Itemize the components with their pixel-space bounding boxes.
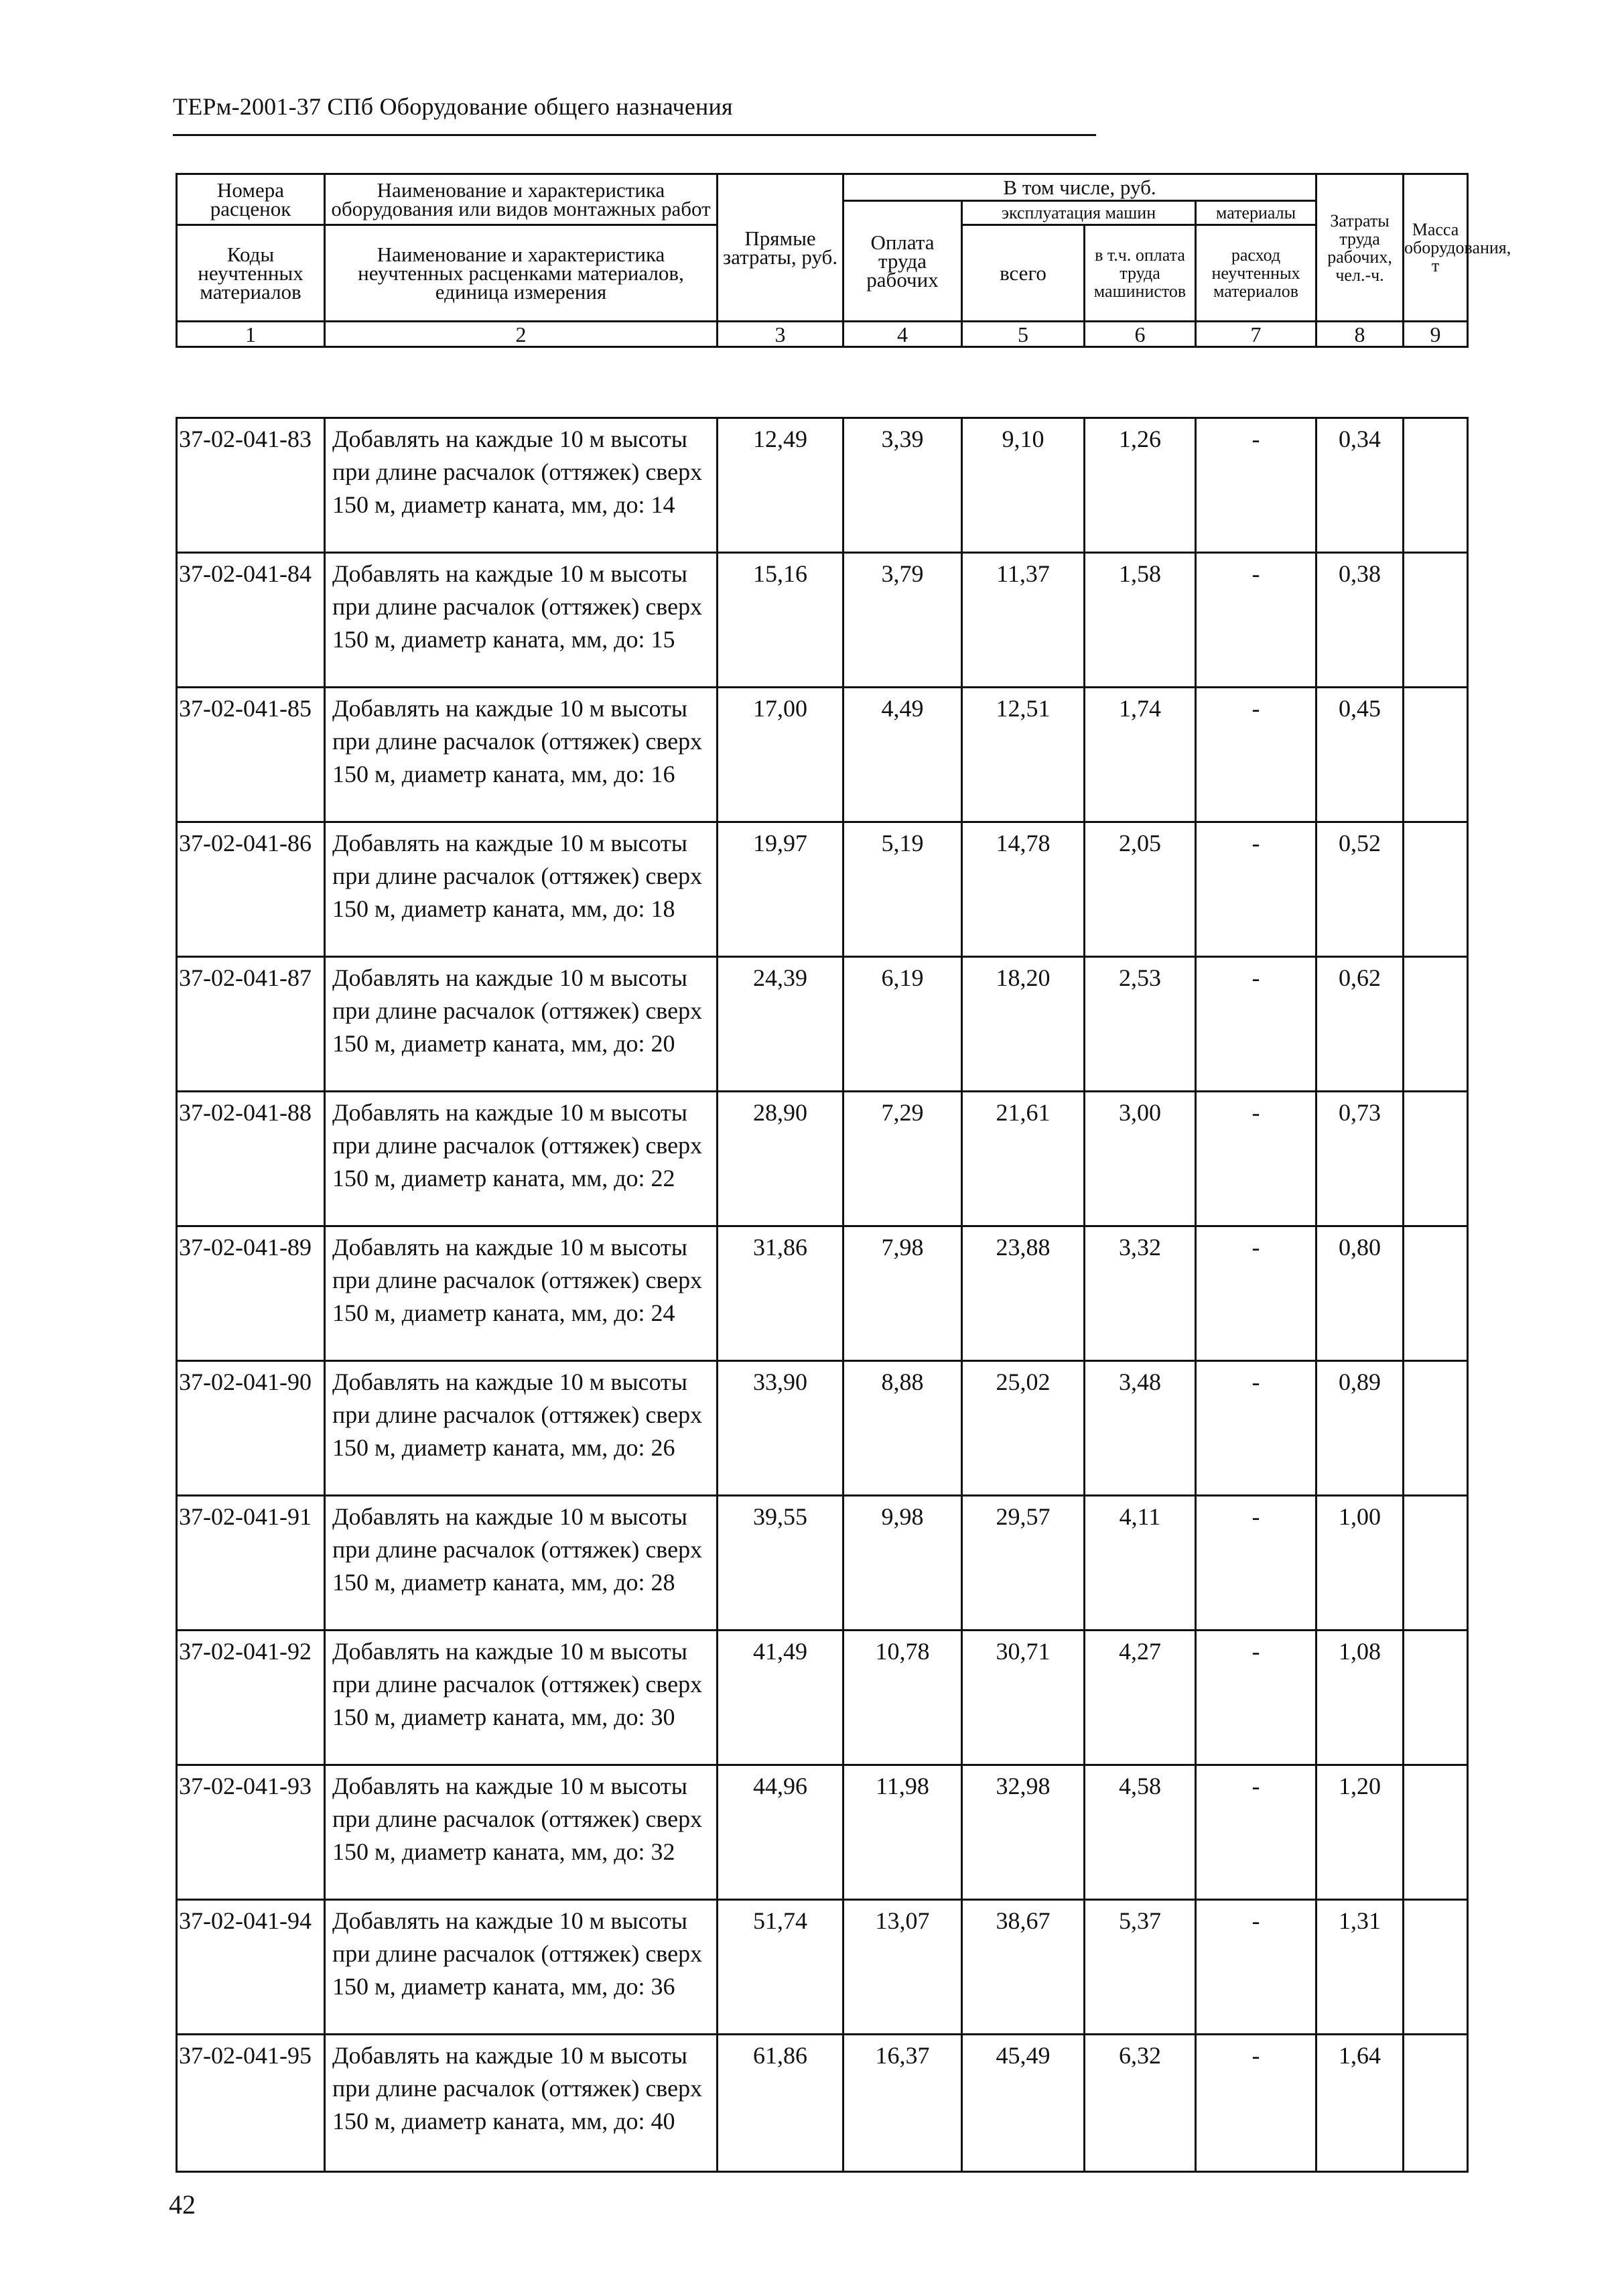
work-description: Добавлять на каждые 10 м высоты при длине расчалок (оттяжек) сверх 150 м, диаметр каната, мм, до: 26	[325, 1361, 718, 1496]
labor-pay-value: 3,79	[843, 553, 962, 688]
machinist-pay-value: 3,48	[1085, 1361, 1196, 1496]
direct-costs-value: 19,97	[718, 822, 843, 957]
materials-value: -	[1196, 957, 1316, 1092]
labor-hours-value: 1,31	[1316, 1900, 1404, 2035]
direct-costs-value: 17,00	[718, 688, 843, 822]
mass-value	[1404, 1765, 1468, 1900]
mass-value	[1404, 553, 1468, 688]
machines-total-value: 9,10	[962, 418, 1085, 553]
labor-pay-value: 16,37	[843, 2035, 962, 2172]
rate-code: 37-02-041-93	[177, 1765, 325, 1900]
machines-total-value: 45,49	[962, 2035, 1085, 2172]
labor-hours-value: 1,64	[1316, 2035, 1404, 2172]
labor-hours-value: 1,20	[1316, 1765, 1404, 1900]
mass-value	[1404, 1361, 1468, 1496]
rate-code: 37-02-041-85	[177, 688, 325, 822]
labor-pay-value: 13,07	[843, 1900, 962, 2035]
col-number: 1	[177, 322, 325, 347]
rate-code: 37-02-041-84	[177, 553, 325, 688]
labor-hours-value: 0,45	[1316, 688, 1404, 822]
table-row	[177, 1631, 1468, 1765]
mass-value	[1404, 1092, 1468, 1226]
materials-value: -	[1196, 1900, 1316, 2035]
col-number: 4	[843, 322, 962, 347]
mass-value	[1404, 418, 1468, 553]
labor-hours-value: 0,89	[1316, 1361, 1404, 1496]
labor-hours-value: 1,08	[1316, 1631, 1404, 1765]
col-number: 9	[1404, 322, 1468, 347]
machinist-pay-value: 1,74	[1085, 688, 1196, 822]
col-number: 2	[325, 322, 718, 347]
header-mass: Масса оборудования, т	[1404, 174, 1468, 322]
labor-pay-value: 9,98	[843, 1496, 962, 1631]
rate-code: 37-02-041-83	[177, 418, 325, 553]
direct-costs-value: 61,86	[718, 2035, 843, 2172]
direct-costs-value: 51,74	[718, 1900, 843, 2035]
header-rule	[173, 134, 1096, 136]
machinist-pay-value: 1,26	[1085, 418, 1196, 553]
work-description: Добавлять на каждые 10 м высоты при длине расчалок (оттяжек) сверх 150 м, диаметр каната, мм, до: 16	[325, 688, 718, 822]
rate-code: 37-02-041-86	[177, 822, 325, 957]
materials-value: -	[1196, 688, 1316, 822]
machinist-pay-value: 3,00	[1085, 1092, 1196, 1226]
machinist-pay-value: 3,32	[1085, 1226, 1196, 1361]
materials-value: -	[1196, 2035, 1316, 2172]
rate-code: 37-02-041-90	[177, 1361, 325, 1496]
work-description: Добавлять на каждые 10 м высоты при длине расчалок (оттяжек) сверх 150 м, диаметр каната, мм, до: 40	[325, 2035, 718, 2172]
table-row	[177, 1226, 1468, 1361]
direct-costs-value: 41,49	[718, 1631, 843, 1765]
machinist-pay-value: 4,27	[1085, 1631, 1196, 1765]
table-row	[177, 1092, 1468, 1226]
direct-costs-value: 44,96	[718, 1765, 843, 1900]
rate-code: 37-02-041-95	[177, 2035, 325, 2172]
work-description: Добавлять на каждые 10 м высоты при длине расчалок (оттяжек) сверх 150 м, диаметр каната, мм, до: 14	[325, 418, 718, 553]
col-number: 8	[1316, 322, 1404, 347]
header-name-bottom: Наименование и характеристика неучтенных расценками материалов, единица измерения	[325, 225, 718, 322]
work-description: Добавлять на каждые 10 м высоты при длине расчалок (оттяжек) сверх 150 м, диаметр каната, мм, до: 15	[325, 553, 718, 688]
header-machinist-pay: в т.ч. оплата труда машинистов	[1085, 225, 1196, 322]
table-row	[177, 1496, 1468, 1631]
labor-hours-value: 0,80	[1316, 1226, 1404, 1361]
header-materials-use: расход неучтенных материалов	[1196, 225, 1316, 322]
work-description: Добавлять на каждые 10 м высоты при длине расчалок (оттяжек) сверх 150 м, диаметр каната, мм, до: 20	[325, 957, 718, 1092]
running-head: ТЕРм-2001-37 СПб Оборудование общего назначения	[173, 93, 733, 120]
header-labor-hours: Затраты труда рабочих, чел.-ч.	[1316, 174, 1404, 322]
direct-costs-value: 15,16	[718, 553, 843, 688]
header-codes-bottom: Коды неучтенных материалов	[177, 225, 325, 322]
col-number: 7	[1196, 322, 1316, 347]
machinist-pay-value: 2,53	[1085, 957, 1196, 1092]
header-table	[176, 173, 1511, 348]
labor-hours-value: 0,34	[1316, 418, 1404, 553]
table-row	[177, 2035, 1468, 2172]
machines-total-value: 30,71	[962, 1631, 1085, 1765]
direct-costs-value: 24,39	[718, 957, 843, 1092]
header-codes-top: Номера расценок	[177, 174, 325, 225]
machinist-pay-value: 5,37	[1085, 1900, 1196, 2035]
materials-value: -	[1196, 1631, 1316, 1765]
col-number: 3	[718, 322, 843, 347]
labor-pay-value: 3,39	[843, 418, 962, 553]
table-row	[177, 553, 1468, 688]
work-description: Добавлять на каждые 10 м высоты при длине расчалок (оттяжек) сверх 150 м, диаметр каната, мм, до: 36	[325, 1900, 718, 2035]
machines-total-value: 12,51	[962, 688, 1085, 822]
labor-hours-value: 0,73	[1316, 1092, 1404, 1226]
rate-code: 37-02-041-94	[177, 1900, 325, 2035]
materials-value: -	[1196, 1361, 1316, 1496]
machines-total-value: 11,37	[962, 553, 1085, 688]
work-description: Добавлять на каждые 10 м высоты при длине расчалок (оттяжек) сверх 150 м, диаметр каната, мм, до: 24	[325, 1226, 718, 1361]
direct-costs-value: 39,55	[718, 1496, 843, 1631]
machines-total-value: 25,02	[962, 1361, 1085, 1496]
machines-total-value: 29,57	[962, 1496, 1085, 1631]
work-description: Добавлять на каждые 10 м высоты при длине расчалок (оттяжек) сверх 150 м, диаметр каната, мм, до: 32	[325, 1765, 718, 1900]
table-row	[177, 822, 1468, 957]
table-row	[177, 1361, 1468, 1496]
table-row	[177, 957, 1468, 1092]
header-group-label: В том числе, руб.	[843, 174, 1316, 201]
mass-value	[1404, 2035, 1468, 2172]
machines-total-value: 14,78	[962, 822, 1085, 957]
rate-code: 37-02-041-87	[177, 957, 325, 1092]
materials-value: -	[1196, 418, 1316, 553]
table-row	[177, 688, 1468, 822]
col-number: 5	[962, 322, 1085, 347]
rate-code: 37-02-041-88	[177, 1092, 325, 1226]
labor-pay-value: 7,98	[843, 1226, 962, 1361]
labor-pay-value: 5,19	[843, 822, 962, 957]
table-row	[177, 1765, 1468, 1900]
header-materials-group: материалы	[1196, 201, 1316, 225]
labor-pay-value: 11,98	[843, 1765, 962, 1900]
work-description: Добавлять на каждые 10 м высоты при длине расчалок (оттяжек) сверх 150 м, диаметр каната, мм, до: 18	[325, 822, 718, 957]
labor-pay-value: 10,78	[843, 1631, 962, 1765]
header-name-top: Наименование и характеристика оборудования или видов монтажных работ	[325, 174, 718, 225]
direct-costs-value: 33,90	[718, 1361, 843, 1496]
machines-total-value: 32,98	[962, 1765, 1085, 1900]
mass-value	[1404, 1900, 1468, 2035]
materials-value: -	[1196, 1496, 1316, 1631]
machinist-pay-value: 4,11	[1085, 1496, 1196, 1631]
labor-hours-value: 0,62	[1316, 957, 1404, 1092]
machines-total-value: 38,67	[962, 1900, 1085, 2035]
machines-total-value: 18,20	[962, 957, 1085, 1092]
machines-total-value: 21,61	[962, 1092, 1085, 1226]
rates-table	[176, 417, 1469, 2173]
labor-pay-value: 6,19	[843, 957, 962, 1092]
work-description: Добавлять на каждые 10 м высоты при длине расчалок (оттяжек) сверх 150 м, диаметр каната, мм, до: 30	[325, 1631, 718, 1765]
work-description: Добавлять на каждые 10 м высоты при длине расчалок (оттяжек) сверх 150 м, диаметр каната, мм, до: 28	[325, 1496, 718, 1631]
col-number: 6	[1085, 322, 1196, 347]
machinist-pay-value: 6,32	[1085, 2035, 1196, 2172]
mass-value	[1404, 1226, 1468, 1361]
header-direct-costs: Прямые затраты, руб.	[718, 174, 843, 322]
direct-costs-value: 28,90	[718, 1092, 843, 1226]
materials-value: -	[1196, 1226, 1316, 1361]
materials-value: -	[1196, 553, 1316, 688]
materials-value: -	[1196, 1092, 1316, 1226]
mass-value	[1404, 822, 1468, 957]
materials-value: -	[1196, 822, 1316, 957]
mass-value	[1404, 957, 1468, 1092]
machines-total-value: 23,88	[962, 1226, 1085, 1361]
labor-hours-value: 0,52	[1316, 822, 1404, 957]
mass-value	[1404, 688, 1468, 822]
machinist-pay-value: 4,58	[1085, 1765, 1196, 1900]
header-labor-pay: Оплата труда рабочих	[843, 201, 962, 322]
direct-costs-value: 12,49	[718, 418, 843, 553]
labor-hours-value: 0,38	[1316, 553, 1404, 688]
labor-pay-value: 4,49	[843, 688, 962, 822]
machinist-pay-value: 2,05	[1085, 822, 1196, 957]
materials-value: -	[1196, 1765, 1316, 1900]
mass-value	[1404, 1631, 1468, 1765]
mass-value	[1404, 1496, 1468, 1631]
labor-pay-value: 8,88	[843, 1361, 962, 1496]
header-machines-group: эксплуатация машин	[962, 201, 1196, 225]
page-number: 42	[169, 2189, 196, 2220]
rate-code: 37-02-041-89	[177, 1226, 325, 1361]
labor-pay-value: 7,29	[843, 1092, 962, 1226]
labor-hours-value: 1,00	[1316, 1496, 1404, 1631]
work-description: Добавлять на каждые 10 м высоты при длине расчалок (оттяжек) сверх 150 м, диаметр каната, мм, до: 22	[325, 1092, 718, 1226]
rate-code: 37-02-041-92	[177, 1631, 325, 1765]
direct-costs-value: 31,86	[718, 1226, 843, 1361]
table-row	[177, 1900, 1468, 2035]
header-machines-total: всего	[962, 225, 1085, 322]
machinist-pay-value: 1,58	[1085, 553, 1196, 688]
table-row	[177, 418, 1468, 553]
rate-code: 37-02-041-91	[177, 1496, 325, 1631]
